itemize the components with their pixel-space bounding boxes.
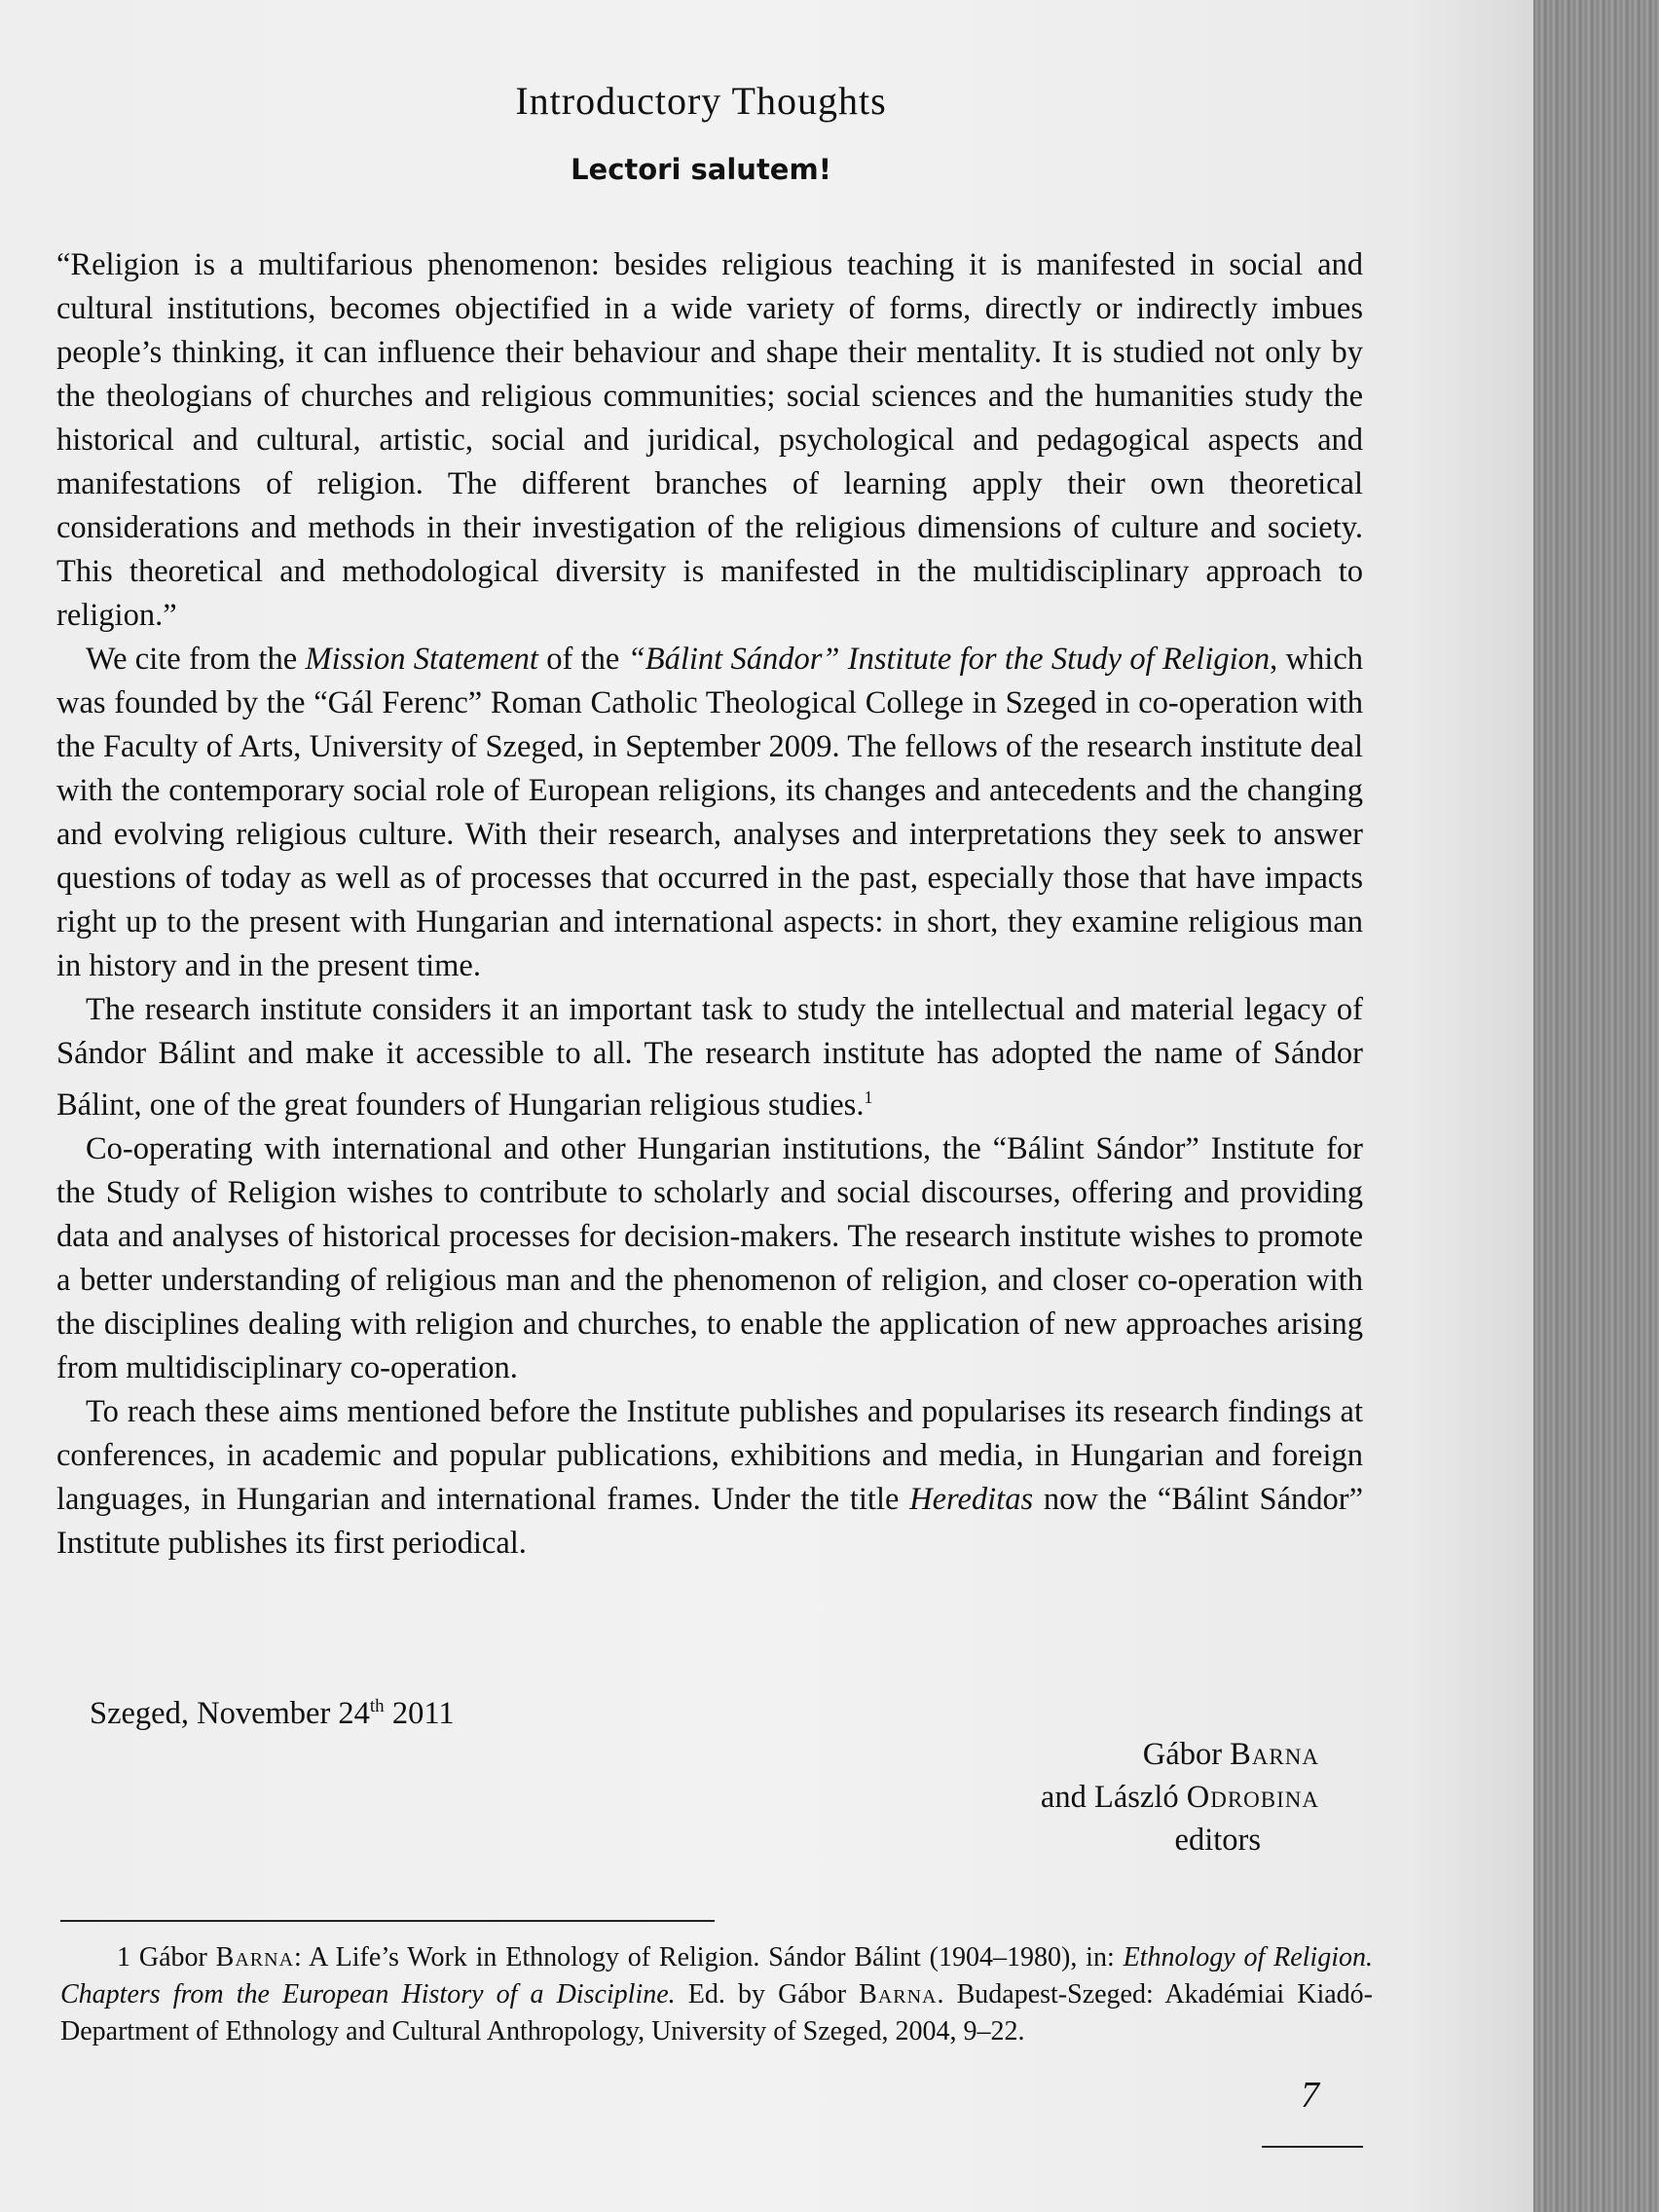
editor-signatures: [832, 1733, 1319, 1862]
page-title: Introductory Thoughts: [515, 79, 887, 123]
paragraph-2: We cite from the Mission Statement of the “Bálint Sándor” Institute for the Study of Religion, which was founded by the “Gál Ferenc” Roman Catholic Theological College in Szeged in co-operation with the Faculty of Arts, University of Szeged, in September 2009. The fellows of the research institute deal with the contemporary social role of European religions, its changes and antecedents and the changing and evolving religious culture. With their research, analyses and interpretations they seek to answer questions of today as well as of processes that occurred in the past, especially those that have impacts right up to the present with Hungarian and international aspects: in short, they examine religious man in history and in the present time.: [56, 642, 1363, 983]
footnote-ref: 1: [864, 1088, 873, 1107]
paragraph-3: The research institute considers it an important task to study the intellectual and material legacy of Sándor Bálint and make it accessible to all. The research institute has adopted the name of Sándor Bálint, one of the great founders of Hungarian religious studies.$^1$: [56, 992, 1363, 1123]
editors-role: editors: [1174, 1823, 1261, 1858]
page-subtitle: Lectori salutem!: [571, 153, 831, 186]
signoff-date: Szeged, November 24th 2011: [90, 1696, 455, 1731]
book-spine-edge: [1533, 0, 1659, 2212]
paragraph-4: Co-operating with international and other Hungarian institutions, the “Bálint Sándor” Institute for the Study of Religion wishes to contribute to scholarly and social discourses, offering and providing data and analyses of historical processes for decision-makers. The research institute wishes to promote a better understanding of religious man and the phenomenon of religion, and closer co-operation with the disciplines dealing with religion and churches, to enable the application of new approaches arising from multidisciplinary co-operation.: [56, 1130, 1363, 1385]
paragraph-5: To reach these aims mentioned before the Institute publishes and popularises its research findings at conferences, in academic and popular publications, exhibitions and media, in Hungarian and foreign languages, in Hungarian and international frames. Under the title Hereditas now the “Bálint Sándor” Institute publishes its first periodical.: [56, 1393, 1363, 1561]
footnote-divider: [60, 1920, 715, 1922]
editor-1: Gábor Barna: [1142, 1737, 1319, 1772]
editor-2: and László Odrobina: [1040, 1780, 1319, 1815]
body-text: [56, 243, 1363, 1566]
footnote-1: 1 Gábor Barna: A Life’s Work in Ethnology of Religion. Sándor Bálint (1904–1980), in: Ethnology of Religion. Chapters from the European History of a Discipline. Ed. by Gábor Barna. Budapest-Szeged: Akadémiai Kiadó-Department of Ethnology and Cultural Anthropology, University of Szeged, 2004, 9–22.: [60, 1942, 1374, 2046]
page-number: 7: [1301, 2075, 1319, 2116]
paragraph-1: “Religion is a multifarious phenomenon: besides religious teaching it is manifested in social and cultural institutions, becomes objectified in a wide variety of forms, directly or indirectly imbues people’s thinking, it can influence their behaviour and shape their mentality. It is studied not only by the theologians of churches and religious communities; social sciences and the humanities study the historical and cultural, artistic, social and juridical, psychological and pedagogical aspects and manifestations of religion. The different branches of learning apply their own theoretical considerations and methods in their investigation of the religious dimensions of culture and society. This theoretical and methodological diversity is manifested in the multidisciplinary approach to religion.”: [56, 247, 1363, 633]
page-number-rule: [1262, 2146, 1363, 2148]
